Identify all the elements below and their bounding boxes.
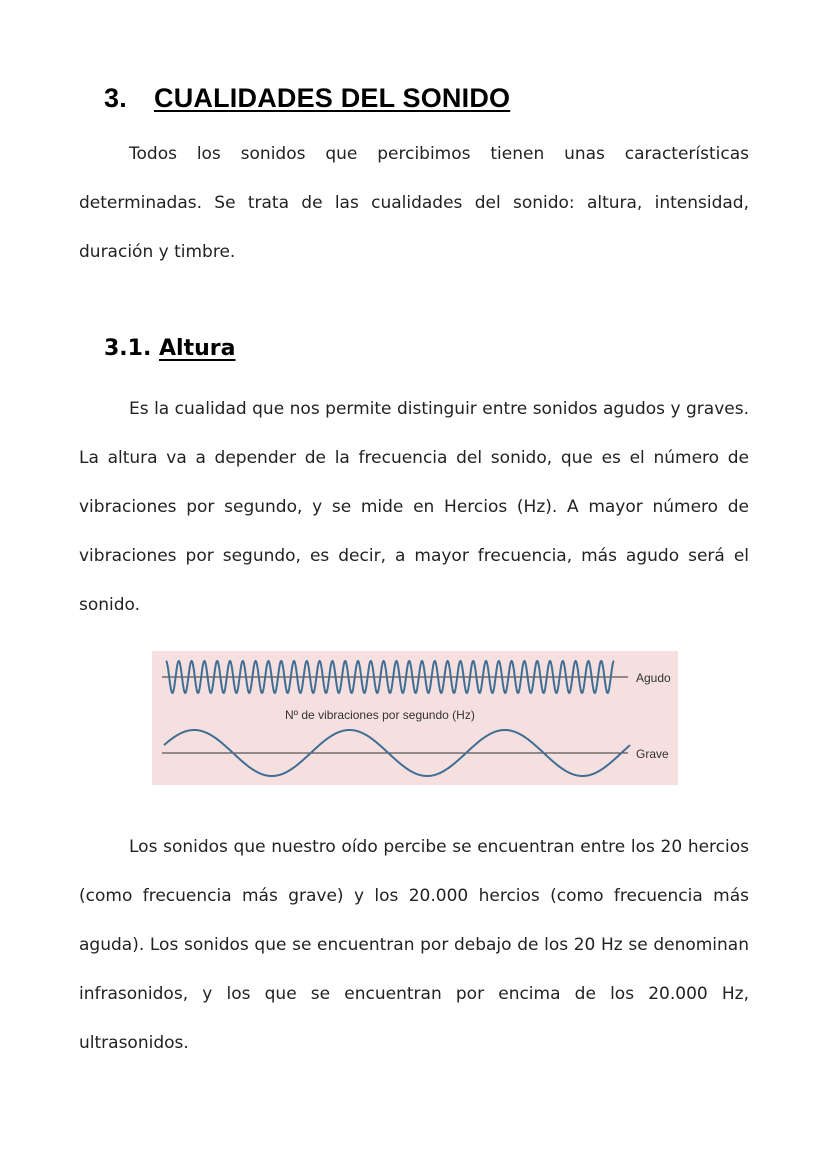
section-heading bbox=[104, 83, 510, 114]
intro-paragraph: Todos los sonidos que percibimos tienen unas características determinadas. Se trata de las cualidades del sonido: altura, intensidad, duración y timbre. bbox=[79, 144, 749, 262]
section-title: CUALIDADES DEL SONIDO bbox=[154, 83, 511, 113]
range-paragraph: Los sonidos que nuestro oído percibe se encuentran entre los 20 hercios (como frecuencia más grave) y los 20.000 hercios (como frecuencia más aguda). Los sonidos que se encuentran por debajo de los 20 Hz se denominan infrasonidos, y los que se encuentran por encima de los 20.000 Hz, ultrasonidos. bbox=[79, 837, 749, 1053]
frequency-figure bbox=[152, 651, 678, 785]
high-label: Agudo bbox=[636, 671, 671, 685]
subsection-heading bbox=[104, 336, 235, 361]
subsection-title: Altura bbox=[159, 336, 236, 361]
subsection-number: 3.1. bbox=[104, 336, 152, 361]
low-label: Grave bbox=[636, 747, 669, 761]
axis-caption: Nº de vibraciones por segundo (Hz) bbox=[285, 708, 475, 722]
altura-paragraph: Es la cualidad que nos permite distinguir entre sonidos agudos y graves. La altura va a depender de la frecuencia del sonido, que es el número de vibraciones por segundo, y se mide en Hercios (Hz). A mayor número de vibraciones por segundo, es decir, a mayor frecuencia, más agudo será el sonido. bbox=[79, 399, 749, 615]
frequency-diagram bbox=[152, 651, 678, 785]
section-number: 3. bbox=[104, 83, 127, 113]
